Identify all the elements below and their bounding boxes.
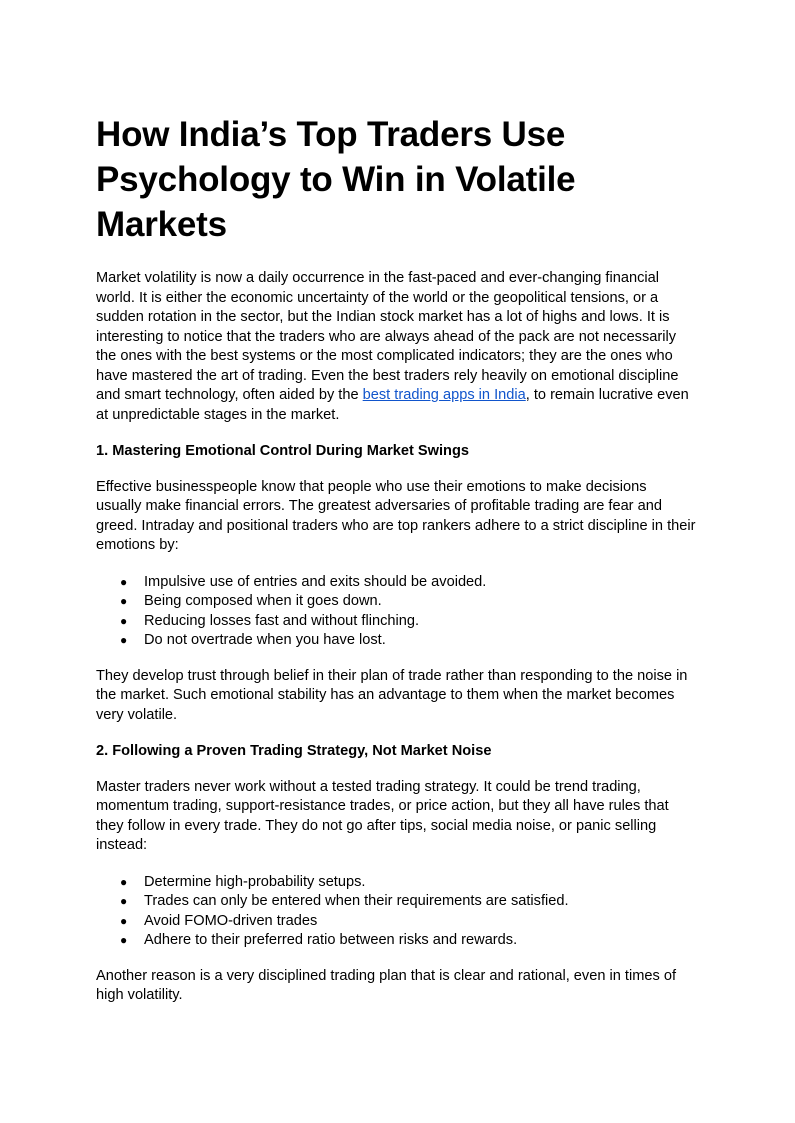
section-2-bullet-list xyxy=(96,873,696,951)
section-1-closing: They develop trust through belief in their plan of trade rather than responding to the noise in the market. Such emotional stability has an advantage to them when the market becomes very volatile. xyxy=(96,667,688,723)
section-2-closing: Another reason is a very disciplined trading plan that is clear and rational, even in times of high volatility. xyxy=(96,967,677,1003)
intro-paragraph xyxy=(96,269,696,425)
list-item-text: Do not overtrade when you have lost. xyxy=(144,632,386,648)
list-item xyxy=(96,573,696,593)
list-item-text: Avoid FOMO-driven trades xyxy=(144,912,318,929)
list-item xyxy=(96,892,696,912)
intro-text-end: , to remain lucrative even at unpredictable stages in the market. xyxy=(96,387,689,423)
list-item-text: Adhere to their preferred ratio between risks and rewards. xyxy=(144,932,518,948)
intro-text-start: Market volatility is now a daily occurrence in the fast-paced and ever-changing financial world. It is either the economic uncertainty of the world or the geopolitical tensions, or a sudden rotation in the sector, but the Indian stock market has a lot of highs and lows. It is interesting to notice that the traders who are always ahead of the pack are not necessarily the ones with the best systems or the most complicated indicators; they are the ones who have mastered the art of trading. Even the best traders rely heavily on emotional discipline and smart technology, often aided by the xyxy=(96,270,679,403)
bullet-icon: ● xyxy=(120,933,128,947)
article-title: How India’s Top Traders Use Psychology to Win in Volatile Markets xyxy=(96,115,576,244)
list-item xyxy=(96,912,696,932)
list-item-text: Reducing losses fast and without flinching. xyxy=(144,612,420,629)
list-item xyxy=(96,931,696,951)
bullet-icon: ● xyxy=(120,874,128,889)
section-1-paragraph: Effective businesspeople know that people who use their emotions to make decisions usually make financial errors. The greatest adversaries of profitable trading are fear and greed. Intraday and positional traders who are top rankers adhere to a strict discipline in their emotions by: xyxy=(96,478,696,553)
bullet-icon: ● xyxy=(120,594,128,608)
list-item-text: Being composed when it goes down. xyxy=(144,593,382,609)
section-2-heading: 2. Following a Proven Trading Strategy, Not Market Noise xyxy=(96,743,492,759)
list-item-text: Trades can only be entered when their requirements are satisfied. xyxy=(144,893,569,909)
list-item xyxy=(96,592,696,612)
list-item xyxy=(96,631,696,651)
bullet-icon: ● xyxy=(120,574,128,589)
document-page xyxy=(96,112,696,1006)
bullet-icon: ● xyxy=(120,894,128,908)
list-item-text: Determine high-probability setups. xyxy=(144,873,366,890)
bullet-icon: ● xyxy=(120,633,128,647)
list-item xyxy=(96,612,696,632)
section-2-paragraph: Master traders never work without a tested trading strategy. It could be trend trading, momentum trading, support-resistance trades, or price action, but they all have rules that they follow in every trade. They do not go after tips, social media noise, or panic selling instead: xyxy=(96,778,669,853)
list-item-text: Impulsive use of entries and exits should be avoided. xyxy=(144,573,487,590)
list-item xyxy=(96,873,696,893)
bullet-icon: ● xyxy=(120,613,128,628)
section-1-heading: 1. Mastering Emotional Control During Market Swings xyxy=(96,443,469,459)
best-trading-apps-link[interactable]: best trading apps in India xyxy=(362,387,526,403)
section-1-bullet-list xyxy=(96,573,696,651)
bullet-icon: ● xyxy=(120,913,128,928)
